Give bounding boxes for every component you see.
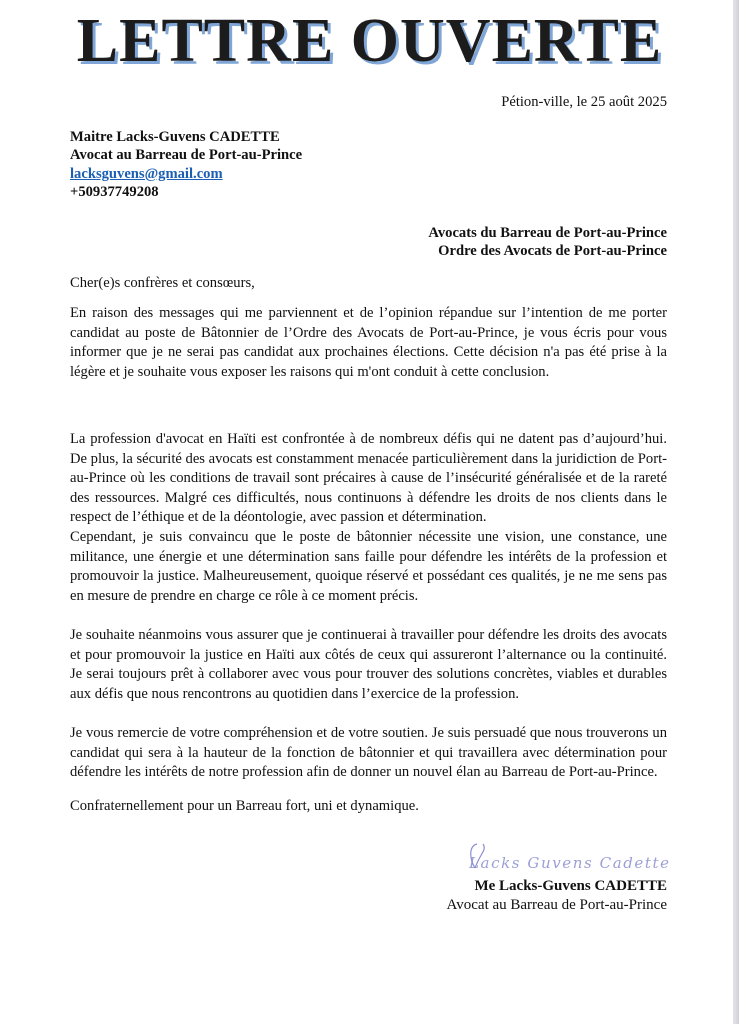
svg-text:Lacks Guvens Cadette: Lacks Guvens Cadette bbox=[469, 854, 669, 872]
signatory-role: Avocat au Barreau de Port-au-Prince bbox=[446, 897, 667, 913]
signatory-name: Me Lacks-Guvens CADETTE bbox=[474, 878, 667, 894]
paragraph: Je souhaite néanmoins vous assurer que je continuerai à travailler pour défendre les droits des avocats et pour promouvoir la justice en Haïti aux côtés de ceux qui assureront l’alternance ou la continuité. Je serai toujours prêt à collaborer avec vous pour trouver des solutions concrètes, viables et durables aux défis que nous rencontrons au quotidien dans l’exercice de la profession. bbox=[70, 627, 667, 702]
recipient-line: Ordre des Avocats de Port-au-Prince bbox=[438, 243, 667, 260]
paragraph: La profession d'avocat en Haïti est confrontée à de nombreux défis qui ne datent pas d’aujourd’hui. De plus, la sécurité des avocats est constamment menacée particulièrement dans la juridiction de Port-au-Prince où les conditions de travail sont précaires à cause de l’insécurité généralisée et de la rareté des ressources. Malgré ces difficultés, nous continuons à défendre les droits de nos clients dans le respect de l’éthique et de la déontologie, avec passion et détermination. bbox=[70, 431, 667, 526]
paragraph: Je vous remercie de votre compréhension et de votre soutien. Je suis persuadé que nous trouverons un candidat qui sera à la hauteur de la fonction de bâtonnier et qui travaillera avec détermination pour défendre les intérêts de notre profession afin de donner un nouvel élan au Barreau de Port-au-Prince. bbox=[70, 725, 667, 781]
letter-title: LETTRE OUVERTE bbox=[76, 7, 663, 75]
salutation: Cher(e)s confrères et consœurs, bbox=[70, 275, 255, 291]
recipient-line: Avocats du Barreau de Port-au-Prince bbox=[428, 225, 667, 241]
paragraph: En raison des messages qui me parviennent et de l’opinion répandue sur l’intention de me porter candidat au poste de Bâtonnier de l’Ordre des Avocats de Port-au-Prince, je vous écris pour vous informer que je ne serai pas candidat aux prochaines élections. Cette décision n'a pas été prise à la légère et je souhaite vous exposer les raisons qui m'ont conduit à cette conclusion. bbox=[70, 305, 667, 380]
sender-role: Avocat au Barreau de Port-au-Prince bbox=[70, 147, 303, 164]
recipient-block bbox=[428, 224, 667, 261]
signature-block bbox=[420, 877, 667, 915]
paragraph: Cependant, je suis convaincu que le poste de bâtonnier nécessite une vision, une constance, une militance, une énergie et une détermination sans faille pour défendre les intérêts de la profession et promouvoir la justice. Malheureusement, quoique réservé et possédant ces qualités, je ne me sens pas en mesure de prendre en charge ce rôle à ce moment précis. bbox=[70, 529, 667, 604]
handwritten-signature bbox=[455, 838, 675, 878]
sender-block bbox=[70, 128, 302, 201]
sender-email-link[interactable]: lacksguvens@gmail.com bbox=[70, 165, 223, 182]
place-date: Pétion-ville, le 25 août 2025 bbox=[501, 94, 667, 110]
page-edge bbox=[733, 0, 739, 1024]
sender-name: Maitre Lacks-Guvens CADETTE bbox=[70, 129, 280, 145]
sender-phone: +50937749208 bbox=[70, 183, 159, 200]
closing: Confraternellement pour un Barreau fort, uni et dynamique. bbox=[70, 798, 419, 814]
